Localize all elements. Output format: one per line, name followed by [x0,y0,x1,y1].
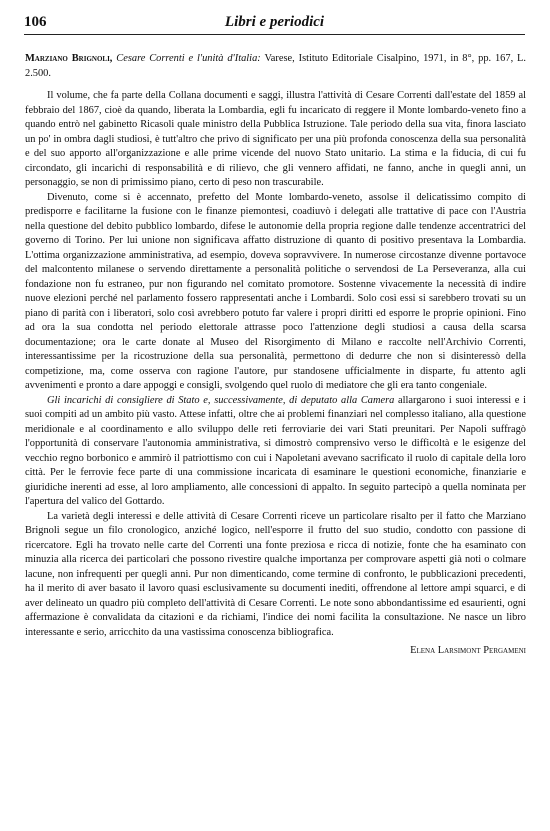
running-title: Libri e periodici [224,14,325,30]
paragraph-text: allargarono i suoi interessi e i suoi compiti ad un ambito più vasto. Attese infatti, oltre che ai problemi finanziari nel complesso italiano, alla questione meridionale e al coordinamento e allo sviluppo delle reti ferroviarie dei vari Stati preunitari. Per Napoli suffragò l'opportunità di conservare l'autonomia amministrativa, si dimostrò comprensivo verso le difficoltà e le esigenze del vecchio regno borbonico e ammirò il patriottismo con cui i Napoletani avevano sacrificato il ruolo di capitale della loro città. Per le ferrovie fece parte di una commissione incaricata di esaminare le questioni economiche, finanziarie e giuridiche inerenti ad esse, al loro ampliamento, alle concessioni di appalto. In seguito partecipò a quella nominata per l'apertura del valico del Gottardo. [25,394,526,507]
paragraph-text: Divenuto, come si è accennato, prefetto del Monte lombardo-veneto, assolse il delicatissimo compito di predisporre e facilitarne la fusione con le finanze piemontesi, coadiuvò i delegati alle trattative di pace con l'Austria nella questione del debito pubblico lombardo, difese le autonomie della propria regione dalle tendenze accentratrici del governo di Torino. Per lui unione non significava affatto distruzione di quanto di positivo presentava la Lombardia. L'ottima organizzazione amministrativa, ad esempio, doveva sopravvivere. In numerose circostanze divenne portavoce del malcontento milanese o servendo direttamente a personalità politiche o servendosi de La Perseveranza, alla cui fondazione non fu estraneo, pur non figurando nel comitato promotore. Sostenne vivacemente la necessità di indire nuove elezioni perché nel parlamento fossero rappresentati anche i Lombardi. Solo così essi si sarebbero trovati su un piano di parità con i liberatori, solo così avrebbero potuto far valere i propri diritti ed esporre le proprie opinioni. Fino ad ora la sua condotta nel periodo elettorale attrasse poco l'attenzione degli studiosi a causa della scarsa documentazione; ora le carte donate al Museo del Risorgimento di Milano e raccolte nell'Archivio Correnti, interessantissime per la ricostruzione della sua personalità, permettono di dedurre che non si disinteressò della competizione, ma, come osserva con ragione l'autore, pur standosene ufficialmente in disparte, fu attento agli avvenimenti e pronto a dare appoggi e consigli, svolgendo quel ruolo di mediatore che gli era tanto congeniale. [25,191,526,391]
review-signature: Elena Larsimont Pergameni [410,645,526,656]
page-number: 106 [24,14,47,30]
citation-author: Marziano Brignoli, [25,53,113,64]
paragraph [25,191,526,394]
bibliographic-citation [25,52,526,81]
paragraph [25,394,526,510]
citation-title: Cesare Correnti e l'unità d'Italia: [116,53,261,64]
paragraph [25,510,526,641]
paragraph-text: La varietà degli interessi e delle attività di Cesare Correnti riceve un particolare risalto per il fatto che Marziano Brignoli segue un filo cronologico, anziché logico, nell'esporre il frutto del suo studio, condotto con passione di ricercatore. Egli ha trovato nelle carte del Correnti una fonte preziosa e ricca di notizie, fonte che ha esaminato con minuzia alla ricerca dei particolari che possono rivestire qualche importanza per comprovare aspetti già noti o colmare lacune, non infrequenti per quegli anni. Pur non dimenticando, come termine di confronto, le pubblicazioni precedenti, ha il merito di aver basato il lavoro quasi esclusivamente su documenti inediti, offrendone al lettore ampi squarci, e di aver delineato un quadro più completo dell'attività di Cesare Correnti. Le note sono abbondantissime ed esaurienti, ogni affermazione è convalidata da citazioni e da richiami, l'indice dei nomi facilita la consultazione. Ne nasce un libro interessante e serio, arricchito da una vastissima conoscenza bibliografica. [25,510,526,638]
citation-publisher: Varese, Istituto Editoriale Cisalpino, 1971, in 8°, pp. 167, L. 2.500. [25,53,526,79]
paragraph-text: Il volume, che fa parte della Collana documenti e saggi, illustra l'attività di Cesare Correnti dall'estate del 1859 al febbraio del 1867, cioè da quando, liberata la Lombardia, egli fu incaricato di reggere il Monte lombardo-veneto fino a quando entrò nel gabinetto Ricasoli quale ministro della Pubblica Istruzione. Tale periodo della sua vita, finora lasciato un po' in ombra dagli studiosi, è tutt'altro che privo di significato per una più profonda conoscenza della sua personalità e del suo apporto all'organizzazione e alle prime vicende del nuovo Stato unitario. La stima e la fiducia, di cui fu circondato, gli incarichi di responsabilità e di rilievo, che gli vennero affidati, ne fanno, anche in quegli anni, un personaggio, se non di primissimo piano, certo di peso non trascurabile. [25,90,526,188]
paragraph [25,89,526,191]
review-body [25,52,526,659]
page-header [24,14,525,35]
paragraph-lead: Gli incarichi di consigliere di Stato e, successivamente, di deputato alla Camera [47,394,395,406]
